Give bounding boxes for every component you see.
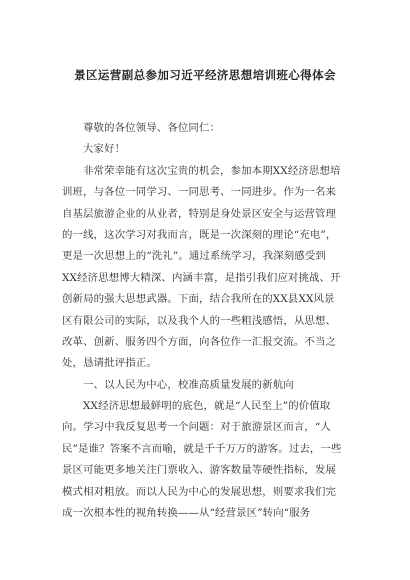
paragraph-line: 成一次根本性的视角转换——从“经营景区”转向“服务 xyxy=(62,507,311,520)
paragraph-line: 处，恳请批评指正。 xyxy=(62,357,157,370)
paragraph-line: 区有限公司的实际，以及我个人的一些粗浅感悟，从思想、 xyxy=(62,314,337,327)
paragraph-line: 向。学习中我反复思考一个问题：对于旅游景区而言，“人 xyxy=(62,421,331,434)
paragraph-line: 非常荣幸能有这次宝贵的机会，参加本期XX经济思想培 xyxy=(83,164,341,177)
paragraph-line: 景区可能更多地关注门票收入、游客数量等硬性指标，发展 xyxy=(62,464,337,477)
document-body xyxy=(62,118,354,524)
paragraph-line: 训班，与各位一同学习、一同思考、一同进步。作为一名来 xyxy=(62,186,337,199)
document-title: 景区运营副总参加习近平经济思想培训班心得体会 xyxy=(74,68,336,82)
paragraph-line: 更是一次思想上的“洗礼”。通过系统学习，我深刻感受到 xyxy=(62,250,326,263)
salutation: 尊敬的各位领导、各位同仁： xyxy=(83,122,221,134)
paragraph-line: XX经济思想最鲜明的底色，就是“人民至上”的价值取 xyxy=(83,400,331,413)
section-heading: 一、以人民为中心，校准高质量发展的新航向 xyxy=(83,378,294,391)
greeting: 大家好！ xyxy=(83,143,126,156)
paragraph-line: 模式相对粗放。而以人民为中心的发展思想，则要求我们完 xyxy=(62,485,337,498)
paragraph-line: XX经济思想博大精深、内涵丰富，是指引我们应对挑战、开 xyxy=(62,271,341,284)
paragraph-line: 民”是谁？答案不言而喻，就是千千万万的游客。过去，一些 xyxy=(62,442,342,455)
paragraph-2 xyxy=(62,396,354,524)
paragraph-1 xyxy=(62,161,354,375)
paragraph-line: 创新局的强大思想武器。下面，结合我所在的XX县XX风景 xyxy=(62,293,335,306)
paragraph-line: 自基层旅游企业的从业者，特别是身处景区安全与运营管理 xyxy=(62,207,337,220)
paragraph-line: 的一线，这次学习对我而言，既是一次深刻的理论“充电”， xyxy=(62,228,337,241)
paragraph-line: 改革、创新、服务四个方面，向各位作一汇报交流。不当之 xyxy=(62,335,337,348)
